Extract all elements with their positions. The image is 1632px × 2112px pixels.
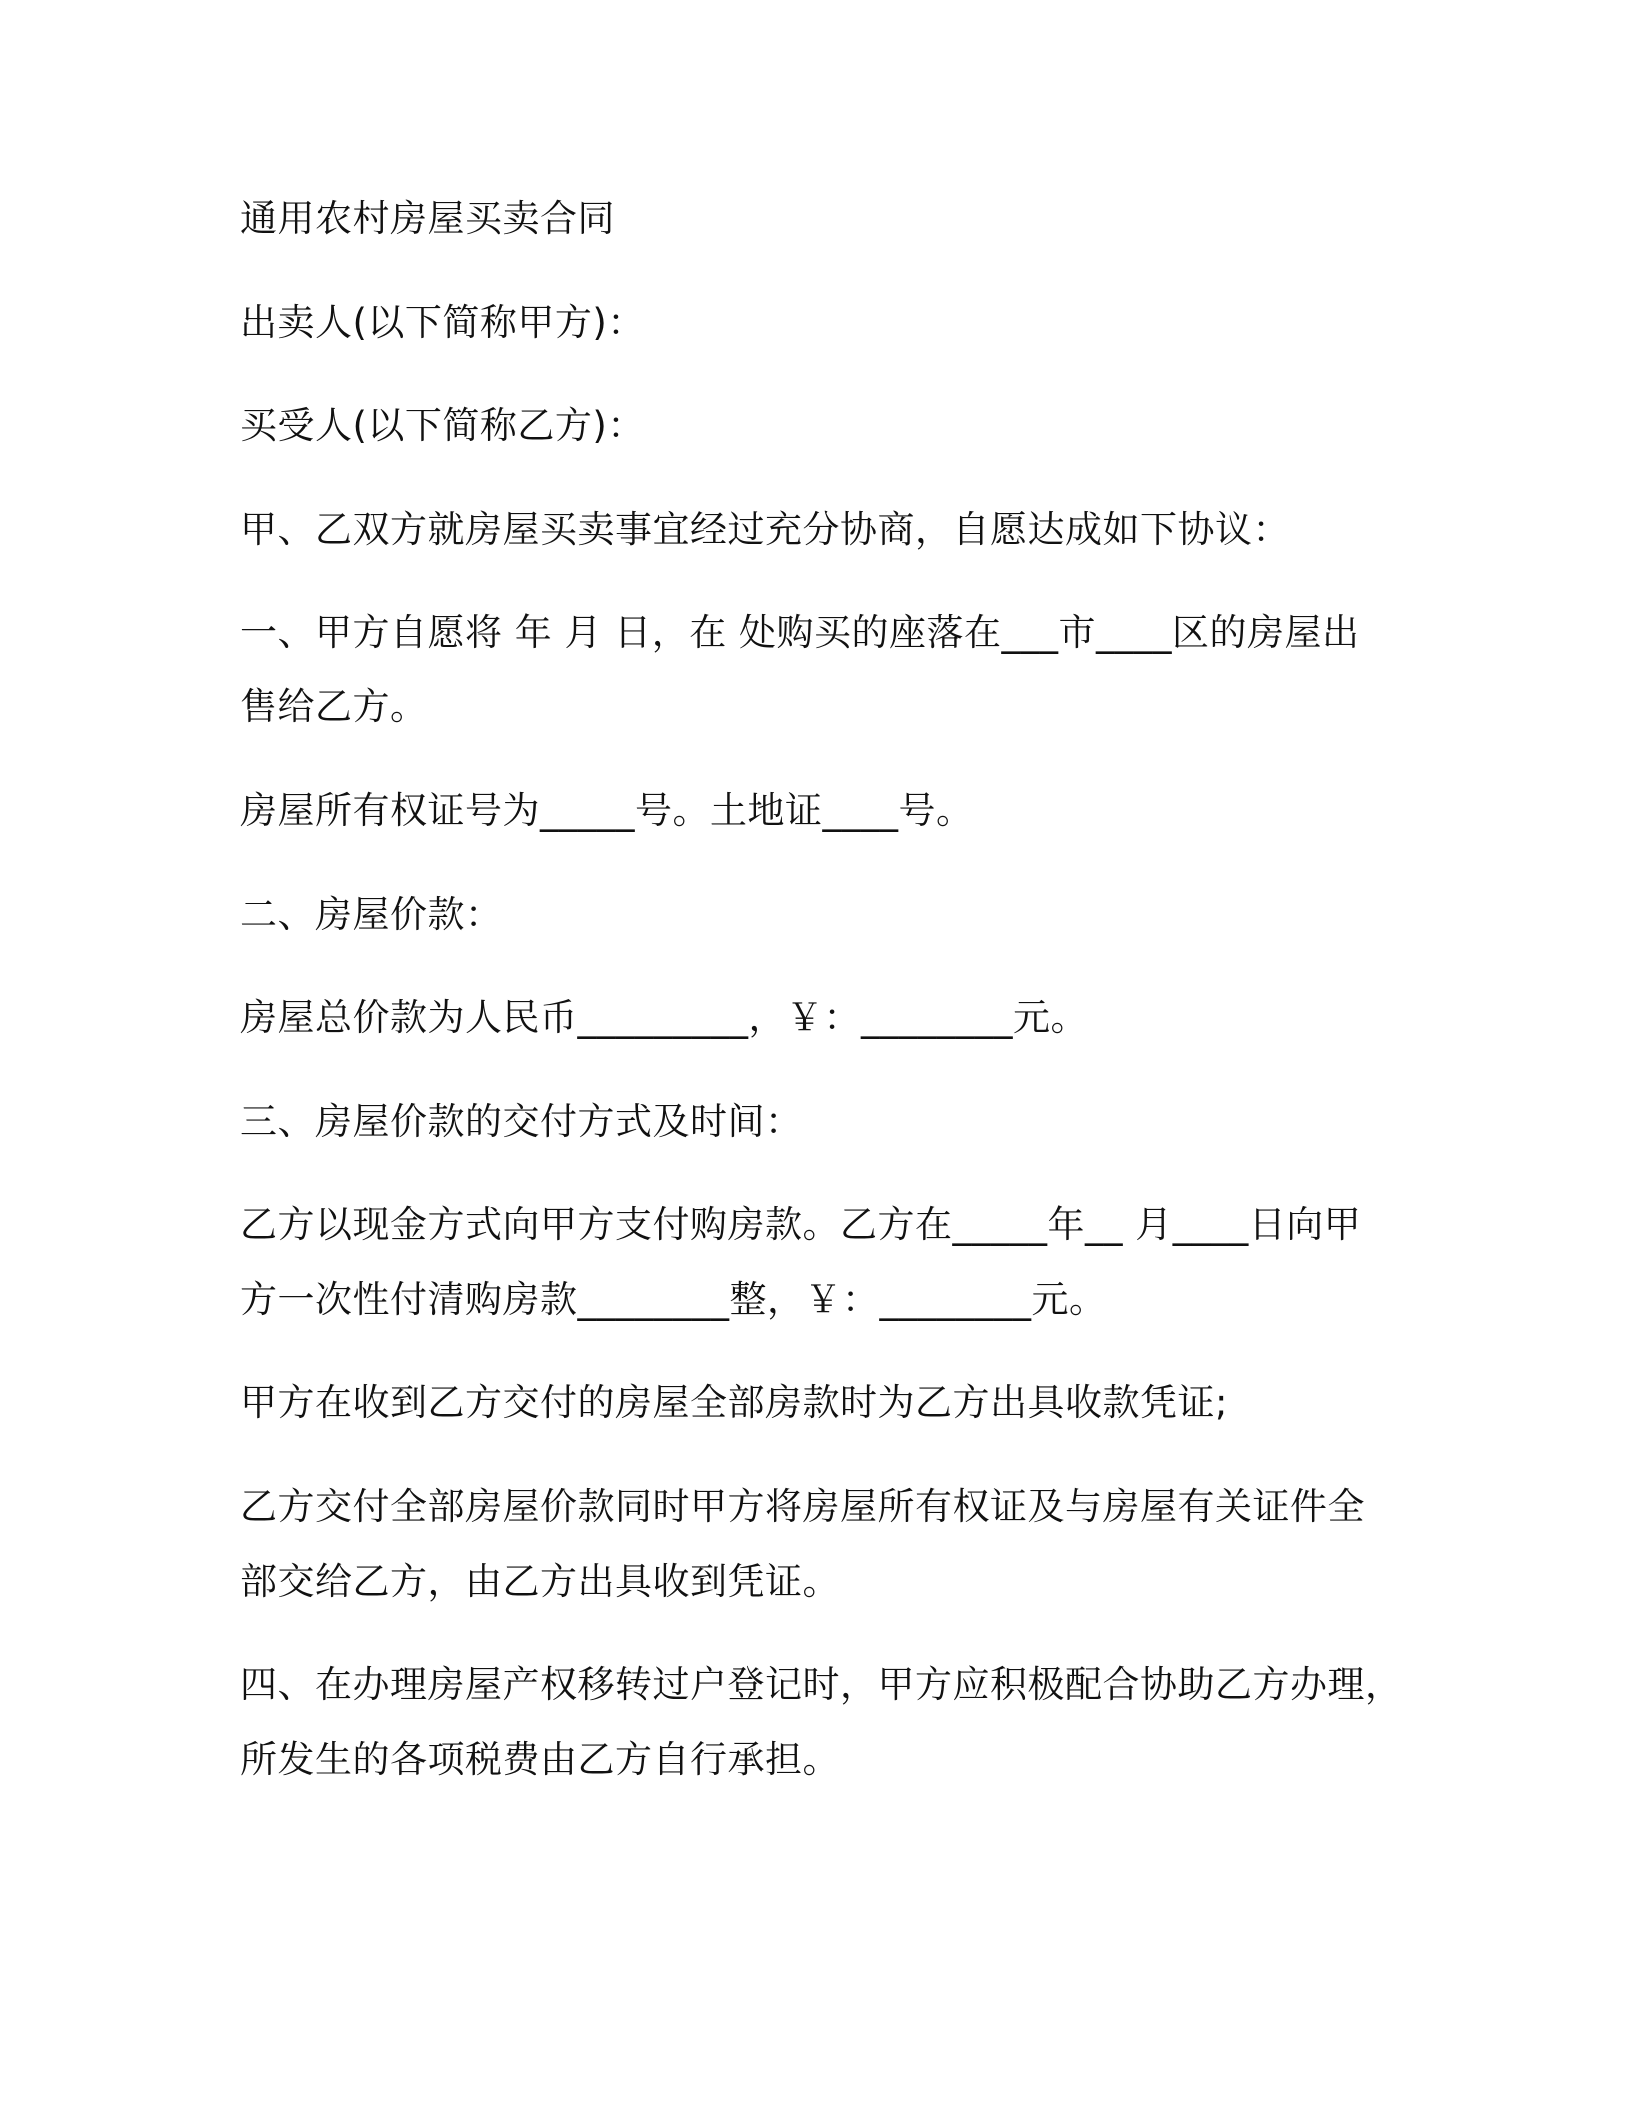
clause-4-line-2: 所发生的各项税费由乙方自行承担。 <box>240 1738 840 1781</box>
buyer-line: 买受人(以下简称乙方)： <box>240 404 645 447</box>
clause-4-line-1: 四、在办理房屋产权移转过户登记时，甲方应积极配合协助乙方办理， <box>240 1663 1403 1706</box>
transfer-line-2: 部交给乙方，由乙方出具收到凭证。 <box>240 1560 840 1603</box>
certificate-line: 房屋所有权证号为_____号。土地证____号。 <box>240 789 974 832</box>
seller-line: 出卖人(以下简称甲方)： <box>240 301 645 344</box>
payment-line-2: 方一次性付清购房款________整，￥：________元。 <box>240 1278 1107 1321</box>
clause-2-heading: 二、房屋价款： <box>240 893 503 936</box>
clause-1-line-1: 一、甲方自愿将 年 月 日，在 处购买的座落在___市____区的房屋出 <box>240 611 1360 654</box>
transfer-line-1: 乙方交付全部房屋价款同时甲方将房屋所有权证及与房屋有关证件全 <box>240 1485 1365 1528</box>
clause-1-line-2: 售给乙方。 <box>240 685 428 728</box>
receipt-line: 甲方在收到乙方交付的房屋全部房款时为乙方出具收款凭证; <box>240 1381 1228 1424</box>
clause-3-heading: 三、房屋价款的交付方式及时间： <box>240 1100 803 1143</box>
payment-line-1: 乙方以现金方式向甲方支付购房款。乙方在_____年__ 月____日向甲 <box>240 1203 1362 1246</box>
total-price-line: 房屋总价款为人民币_________，￥：________元。 <box>240 996 1088 1039</box>
document-title: 通用农村房屋买卖合同 <box>240 197 615 240</box>
agreement-intro: 甲、乙双方就房屋买卖事宜经过充分协商，自愿达成如下协议： <box>240 508 1290 551</box>
